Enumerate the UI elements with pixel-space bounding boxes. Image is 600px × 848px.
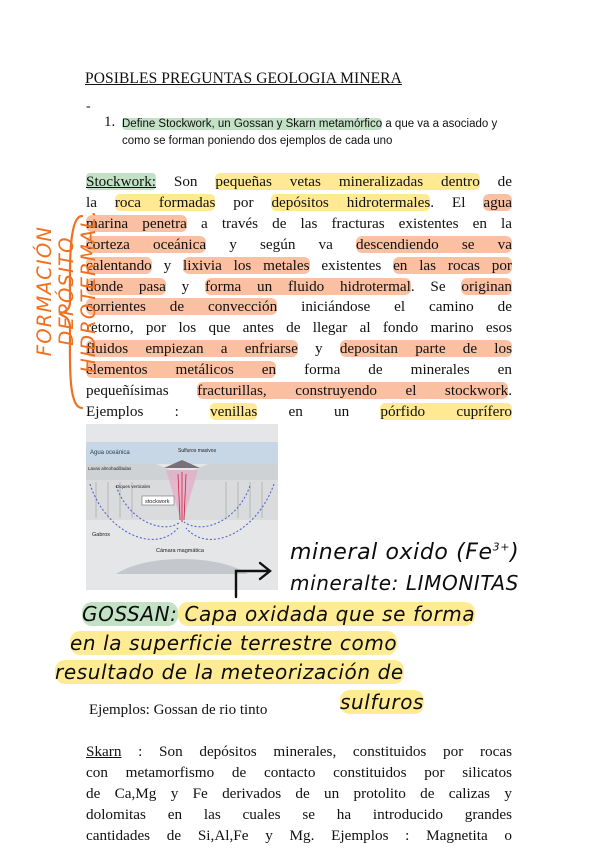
stockwork-line-2: la roca formadas por depósitos hidrotermales. El agua	[86, 193, 512, 211]
stockwork-line-1: Stockwork: Son pequeñas vetas mineralizadas dentro de	[86, 173, 513, 190]
stockwork-line-10: elementos metálicos en forma de minerales en	[86, 361, 512, 379]
gossan-examples: Ejemplos: Gossan de rio tinto	[89, 702, 268, 718]
note-mineral-line1: mineral oxido $(Fe^{3+})$	[290, 540, 520, 565]
stockwork-line-11: pequeñísimas fracturillas, construyendo el stockwork.	[86, 382, 513, 400]
note-gossan-label: GOSSAN:	[82, 602, 178, 626]
note-gossan-line2: en la superficie terrestre como	[70, 631, 398, 655]
stockwork-line-8: retorno, por los que antes de llegar al fondo marino esos	[86, 319, 512, 337]
note-gossan-line4: sulfuros	[340, 690, 425, 714]
question-line2: como se forman poniendo dos ejemplos de cada uno	[122, 135, 393, 147]
stockwork-paragraph	[86, 172, 512, 423]
skarn-line-4: dolomitas en las cuales se ha introducido grandes	[86, 805, 512, 823]
stockwork-line-6: donde pasa y forma un fluido hidrotermal. Se originan	[86, 277, 513, 295]
diagram-label-sea: Agua oceánica	[90, 450, 130, 456]
side-annotation-line1: FORMACIÓN DEPÓSITO	[33, 225, 78, 357]
note-mineral-line2: mineralte: LIMONITAS	[290, 571, 519, 595]
question-line1-rest: a que va a asociado y	[382, 118, 498, 130]
stockwork-line-3: marina penetra a través de las fracturas existentes en la	[86, 214, 513, 232]
stockwork-label: Stockwork:	[86, 173, 157, 190]
diagram-label-gabbros: Gabros	[92, 532, 111, 538]
question-1	[104, 116, 514, 150]
diagram-label-dikes: Diques verticales	[116, 484, 151, 489]
skarn-line-3: de Ca,Mg y Fe derivados de un protolito de calizas y	[86, 784, 512, 802]
side-annotation-line2: HIDROTERMAL.	[77, 209, 100, 373]
arrow-icon	[228, 557, 276, 599]
question-number: 1.	[104, 114, 116, 130]
skarn-line-1: Skarn : Son depósitos minerales, constituidos por rocas	[86, 743, 512, 760]
stockwork-line-12: Ejemplos : venillas en un pórfido cuprífero	[86, 402, 512, 420]
skarn-paragraph	[86, 742, 512, 847]
stockwork-line-4: corteza oceánica y según va descendiendo se va	[86, 235, 512, 253]
dash-marker: -	[86, 99, 91, 114]
page-title: POSIBLES PREGUNTAS GEOLOGIA MINERA	[85, 70, 402, 87]
skarn-line-5: cantidades de Si,Al,Fe y Mg. Ejemplos : Magnetita o	[86, 826, 512, 844]
brace-icon	[58, 212, 88, 412]
diagram-label-stockwork: stockwork	[145, 499, 170, 505]
question-highlight: Define Stockwork, un Gossan y Skarn metamórfico	[122, 118, 383, 130]
diagram-label-lavas: Lavas almohadilladas	[88, 466, 132, 471]
note-gossan-line3: resultado de la meteorización de	[55, 660, 404, 684]
skarn-line-2: con metamorfismo de contacto constituidos por silicatos	[86, 763, 512, 781]
stockwork-line-9: fluidos empiezan a enfriarse y depositan parte de los	[86, 340, 513, 358]
diagram-label-chamber: Cámara magmática	[156, 548, 204, 554]
stockwork-line-7: corrientes de convección iniciándose el camino de	[86, 298, 512, 316]
note-gossan-line1: GOSSAN: Capa oxidada que se forma	[82, 602, 476, 626]
skarn-label: Skarn	[86, 743, 122, 760]
diagram-label-sulfides: Sulfuros masivos	[178, 448, 217, 454]
stockwork-line-5: calentando y lixivia los metales existentes en las rocas por	[86, 256, 512, 274]
